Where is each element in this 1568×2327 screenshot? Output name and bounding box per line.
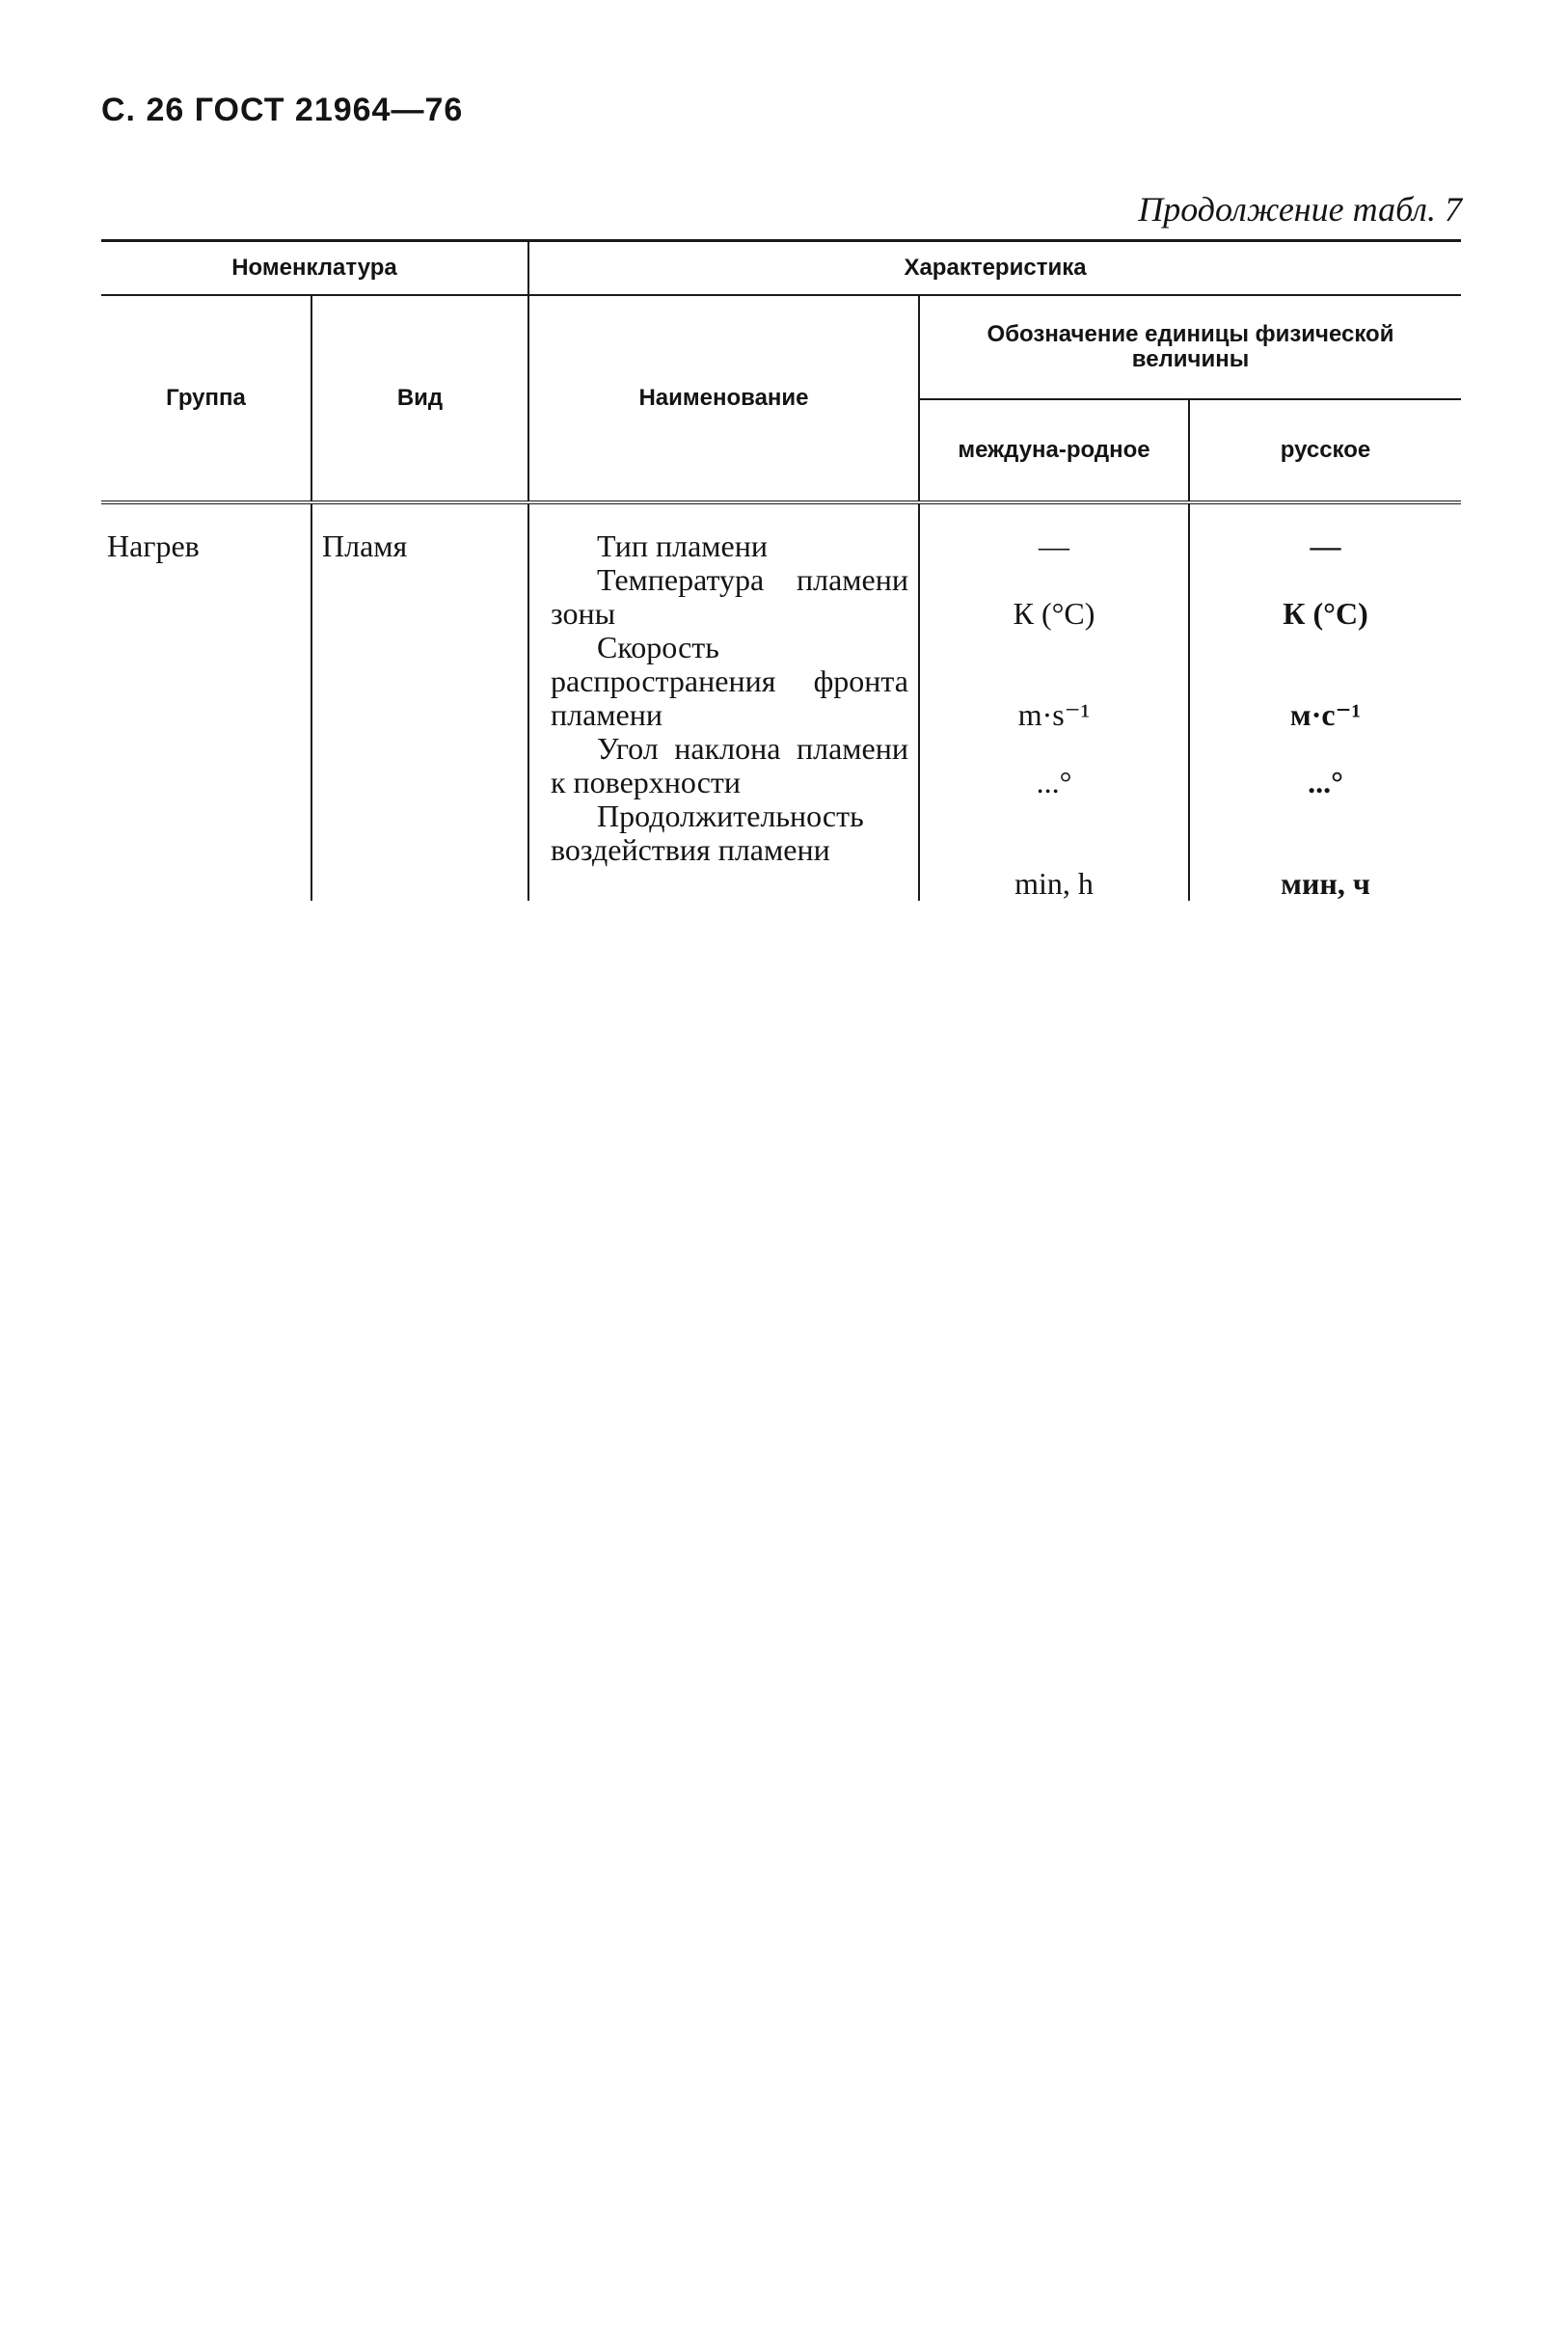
- name-item: Скорость распространения фронта пламени: [551, 630, 908, 732]
- unit-slot: —: [1310, 528, 1341, 563]
- cell-international-units: [919, 502, 1189, 901]
- table-row: [101, 502, 1461, 901]
- unit-slot: m·s⁻¹: [1017, 697, 1091, 732]
- cell-kind: Пламя: [311, 502, 528, 901]
- unit-slot: К (°С): [1013, 596, 1095, 631]
- header-nomenclature: Номенклатура: [101, 241, 528, 296]
- header-kind: Вид: [311, 295, 528, 502]
- header-name: Наименование: [528, 295, 919, 502]
- unit-slot: —: [1039, 528, 1069, 563]
- table-continuation-label: Продолжение табл. 7: [1138, 190, 1462, 229]
- unit-slot: м·с⁻¹: [1289, 697, 1362, 732]
- name-item: Температура пламени зоны: [551, 562, 908, 631]
- header-characteristic: Характеристика: [528, 241, 1461, 296]
- cell-russian-units: [1189, 502, 1461, 901]
- unit-slot: мин, ч: [1281, 866, 1370, 901]
- header-unit-designation: Обозначение единицы физической величины: [919, 295, 1461, 399]
- header-russian: русское: [1189, 399, 1461, 502]
- unit-slot: К (°С): [1283, 596, 1368, 631]
- name-item: Тип пламени: [597, 528, 768, 563]
- name-item: Продолжительность воздействия пламени: [551, 798, 864, 867]
- name-item: Угол наклона пламени к поверхности: [551, 731, 908, 799]
- units-table: [101, 239, 1461, 901]
- cell-names: [528, 502, 919, 901]
- unit-slot: ...°: [1036, 765, 1072, 799]
- unit-slot: min, h: [1014, 866, 1094, 901]
- page-header: С. 26 ГОСТ 21964—76: [101, 92, 464, 128]
- unit-slot: ...°: [1308, 765, 1343, 799]
- header-international: междуна-родное: [919, 399, 1189, 502]
- header-group: Группа: [101, 295, 311, 502]
- cell-group: Нагрев: [107, 528, 200, 563]
- table-container: [101, 239, 1461, 901]
